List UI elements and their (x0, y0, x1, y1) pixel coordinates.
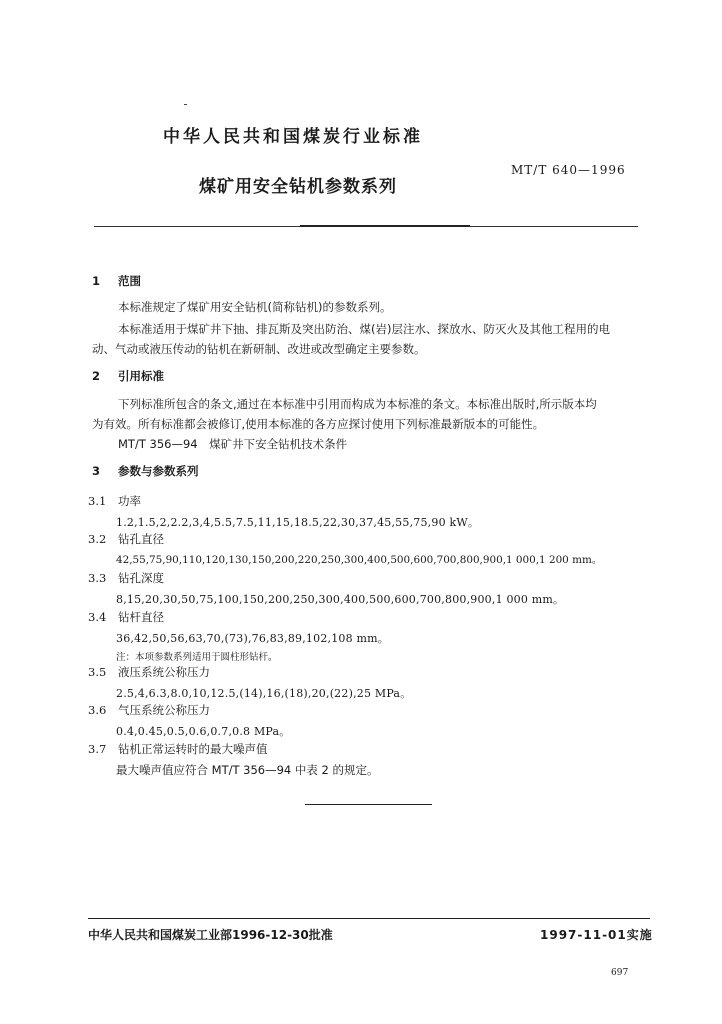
clause-number: 3.1 (88, 494, 107, 508)
scan-speck (184, 104, 187, 105)
section-2-heading (92, 368, 164, 384)
clause-3-4 (88, 609, 164, 625)
clause-3-7 (88, 741, 268, 757)
scope-paragraph-2-cont: 动、气动或液压传动的钻机在新研制、改进或改型确定主要参数。 (92, 342, 426, 356)
clause-number: 3.6 (88, 703, 107, 717)
section-title: 引用标准 (118, 369, 164, 383)
approval-line: 中华人民共和国煤炭工业部1996-12-30批准 (88, 928, 333, 942)
pneumatic-pressure-values: 0.4,0.45,0.5,0.6,0.7,0.8 MPa。 (116, 725, 291, 738)
document-title: 煤矿用安全钻机参数系列 (199, 177, 397, 197)
noise-requirement: 最大噪声值应符合 MT/T 356—94 中表 2 的规定。 (116, 763, 379, 777)
header-divider-thick (300, 225, 470, 227)
section-title: 参数与参数系列 (118, 464, 199, 478)
clause-number: 3.2 (88, 532, 107, 546)
section-3-heading (92, 463, 199, 479)
section-number: 2 (92, 369, 101, 383)
section-title: 范围 (118, 274, 141, 288)
reference-item: MT/T 356—94 煤矿井下安全钻机技术条件 (118, 437, 348, 451)
clause-label: 钻孔深度 (118, 571, 164, 585)
standard-category: 中华人民共和国煤炭行业标准 (163, 127, 423, 147)
scope-paragraph-1: 本标准规定了煤矿用安全钻机(简称钻机)的参数系列。 (118, 300, 392, 314)
clause-label: 钻杆直径 (118, 610, 164, 624)
rod-diameter-note: 注：本项参数系列适用于圆柱形钻杆。 (116, 652, 278, 663)
section-1-heading (92, 273, 141, 289)
page-number: 697 (611, 968, 629, 978)
clause-number: 3.7 (88, 742, 107, 756)
rod-diameter-values: 36,42,50,56,63,70,(73),76,83,89,102,108 mm。 (116, 632, 389, 645)
hole-depth-values: 8,15,20,30,50,75,100,150,200,250,300,400,500,600,700,800,900,1 000 mm。 (116, 593, 565, 606)
section-number: 1 (92, 274, 101, 288)
effective-date: 1997-11-01实施 (540, 928, 653, 942)
clause-label: 钻孔直径 (118, 532, 164, 546)
clause-label: 功率 (118, 494, 141, 508)
clause-3-1 (88, 493, 141, 509)
clause-3-3 (88, 570, 164, 586)
clause-3-2 (88, 531, 164, 547)
scope-paragraph-2: 本标准适用于煤矿井下抽、排瓦斯及突出防治、煤(岩)层注水、探放水、防灭火及其他工程用的电 (118, 322, 610, 336)
clause-number: 3.5 (88, 665, 107, 679)
references-paragraph-cont: 为有效。所有标准都会被修订,使用本标准的各方应探讨使用下列标准最新版本的可能性。 (92, 417, 545, 431)
clause-3-5 (88, 664, 210, 680)
clause-label: 液压系统公称压力 (118, 665, 210, 679)
clause-label: 钻机正常运转时的最大噪声值 (118, 742, 268, 756)
power-values: 1.2,1.5,2,2.2,3,4,5.5,7.5,11,15,18.5,22,30,37,45,55,75,90 kW。 (116, 516, 480, 529)
clause-number: 3.3 (88, 571, 107, 585)
clause-3-6 (88, 702, 210, 718)
footer-divider (88, 918, 650, 919)
hole-diameter-values: 42,55,75,90,110,120,130,150,200,220,250,300,400,500,600,700,800,900,1 000,1 200 mm。 (116, 554, 603, 566)
references-paragraph: 下列标准所包含的条文,通过在本标准中引用而构成为本标准的条文。本标准出版时,所示版本均 (118, 397, 597, 411)
standard-code: MT/T 640—1996 (511, 163, 626, 177)
clause-label: 气压系统公称压力 (118, 703, 210, 717)
hydraulic-pressure-values: 2.5,4,6.3,8.0,10,12.5,(14),16,(18),20,(22),25 MPa。 (116, 687, 412, 700)
end-of-text-rule (305, 804, 432, 805)
clause-number: 3.4 (88, 610, 107, 624)
section-number: 3 (92, 464, 101, 478)
